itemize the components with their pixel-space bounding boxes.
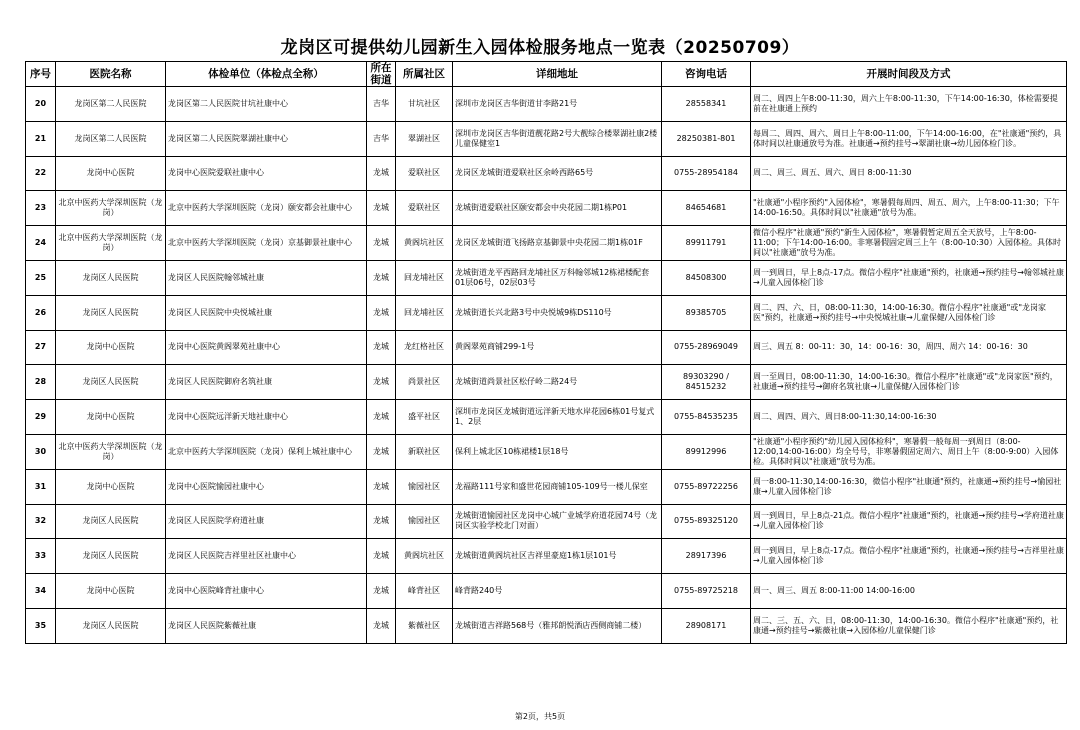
cell-address: 龙城街道黄阁坑社区吉祥里豪庭1栋1层101号 bbox=[453, 539, 662, 574]
cell-address: 峰背路240号 bbox=[453, 574, 662, 609]
cell-community: 盛平社区 bbox=[396, 400, 453, 435]
cell-phone: 28917396 bbox=[662, 539, 751, 574]
cell-street: 龙城 bbox=[367, 400, 396, 435]
cell-street: 吉华 bbox=[367, 87, 396, 122]
cell-phone: 0755-84535235 bbox=[662, 400, 751, 435]
cell-hours: 周一、周三、周五 8:00-11:00 14:00-16:00 bbox=[751, 574, 1067, 609]
cell-phone: 28250381-801 bbox=[662, 121, 751, 156]
cell-community: 爱联社区 bbox=[396, 191, 453, 226]
cell-address: 龙城街道长兴北路3号中央悦城9栋DS110号 bbox=[453, 295, 662, 330]
cell-hospital: 龙岗区人民医院 bbox=[56, 504, 166, 539]
cell-address: 深圳市龙岗区吉华街道靓花路2号大靓综合楼翠湖社康2楼儿童保健室1 bbox=[453, 121, 662, 156]
cell-street: 龙城 bbox=[367, 226, 396, 261]
cell-phone: 89303290 / 84515232 bbox=[662, 365, 751, 400]
cell-street: 龙城 bbox=[367, 156, 396, 191]
cell-hospital: 北京中医药大学深圳医院（龙岗） bbox=[56, 226, 166, 261]
cell-hospital: 龙岗区第二人民医院 bbox=[56, 87, 166, 122]
cell-phone: 0755-89722256 bbox=[662, 469, 751, 504]
table-row bbox=[26, 156, 1067, 191]
cell-address: 龙城街道吉祥路568号（雅邦朗悦酒店西侧商铺二楼） bbox=[453, 608, 662, 643]
cell-phone: 89911791 bbox=[662, 226, 751, 261]
page-footer: 第2页，共5页 bbox=[514, 712, 566, 721]
cell-address: 深圳市龙岗区龙城街道远洋新天地水岸花园6栋01号复式1、2层 bbox=[453, 400, 662, 435]
cell-phone: 89912996 bbox=[662, 434, 751, 469]
cell-phone: 0755-89725218 bbox=[662, 574, 751, 609]
cell-unit: 北京中医药大学深圳医院（龙岗）保利上城社康中心 bbox=[166, 434, 367, 469]
cell-seq: 26 bbox=[26, 295, 56, 330]
header-community: 所属社区 bbox=[396, 62, 453, 87]
cell-hours: 周二、周四上午8:00-11:30，周六上午8:00-11:30，下午14:00-16:30，体检需要提前在社康通上预约 bbox=[751, 87, 1067, 122]
header-hours: 开展时间段及方式 bbox=[751, 62, 1067, 87]
cell-phone: 0755-28969049 bbox=[662, 330, 751, 365]
cell-hours: 周二、周四、周六、周日8:00-11:30,14:00-16:30 bbox=[751, 400, 1067, 435]
cell-street: 龙城 bbox=[367, 469, 396, 504]
cell-unit: 龙岗区人民医院吉祥里社区社康中心 bbox=[166, 539, 367, 574]
cell-seq: 24 bbox=[26, 226, 56, 261]
cell-street: 龙城 bbox=[367, 330, 396, 365]
cell-hours: "社康通"小程序预约"幼儿园入园体检科"，寒暑假一般每周一到周日（8:00-12:00,14:00-16:00）均全号号，非寒暑假固定周六、周日上午（8:00-9:00）入园体检。具体时间以"社康通"放号为准。 bbox=[751, 434, 1067, 469]
cell-address: 保利上城北区10栋裙楼1层18号 bbox=[453, 434, 662, 469]
cell-hospital: 龙岗区人民医院 bbox=[56, 295, 166, 330]
cell-hospital: 北京中医药大学深圳医院（龙岗） bbox=[56, 434, 166, 469]
cell-unit: 龙岗中心医院黄阁翠苑社康中心 bbox=[166, 330, 367, 365]
cell-unit: 龙岗区人民医院御府名筑社康 bbox=[166, 365, 367, 400]
cell-unit: 北京中医药大学深圳医院（龙岗）颐安都会社康中心 bbox=[166, 191, 367, 226]
cell-hospital: 龙岗中心医院 bbox=[56, 156, 166, 191]
cell-address: 龙福路111号家和盛世花园商铺105-109号一楼儿保室 bbox=[453, 469, 662, 504]
cell-seq: 27 bbox=[26, 330, 56, 365]
cell-hospital: 龙岗中心医院 bbox=[56, 574, 166, 609]
cell-hospital: 龙岗中心医院 bbox=[56, 469, 166, 504]
cell-community: 爱联社区 bbox=[396, 156, 453, 191]
cell-phone: 28558341 bbox=[662, 87, 751, 122]
cell-phone: 89385705 bbox=[662, 295, 751, 330]
cell-seq: 20 bbox=[26, 87, 56, 122]
cell-street: 吉华 bbox=[367, 121, 396, 156]
cell-street: 龙城 bbox=[367, 539, 396, 574]
cell-community: 翠湖社区 bbox=[396, 121, 453, 156]
cell-unit: 龙岗区第二人民医院翠湖社康中心 bbox=[166, 121, 367, 156]
cell-hospital: 北京中医药大学深圳医院（龙岗） bbox=[56, 191, 166, 226]
cell-seq: 22 bbox=[26, 156, 56, 191]
cell-hours: 周三、周五 8：00-11：30，14：00-16：30，周四、周六 14：00-16：30 bbox=[751, 330, 1067, 365]
cell-unit: 龙岗中心医院愉园社康中心 bbox=[166, 469, 367, 504]
cell-unit: 龙岗中心医院爱联社康中心 bbox=[166, 156, 367, 191]
cell-hospital: 龙岗区人民医院 bbox=[56, 539, 166, 574]
cell-hours: 周二、四、六、日，08:00-11:30，14:00-16:30。微信小程序"社康通"或"龙岗家医"预约，社康通→预约挂号→中央悦城社康→儿童保健/入园体检门诊 bbox=[751, 295, 1067, 330]
table-row bbox=[26, 539, 1067, 574]
table-row bbox=[26, 121, 1067, 156]
cell-address: 龙城街道愉园社区龙岗中心城广业城学府道花园74号（龙岗区实验学校北门对面） bbox=[453, 504, 662, 539]
cell-hours: 周一到周日，早上8点-21点。微信小程序"社康通"预约，社康通→预约挂号→学府道社康→儿童入园体检门诊 bbox=[751, 504, 1067, 539]
table-row bbox=[26, 191, 1067, 226]
header-street: 所在街道 bbox=[367, 62, 396, 87]
cell-hours: 周二、三、五、六、日，08:00-11:30，14:00-16:30。微信小程序"社康通"预约，社康通→预约挂号→紫薇社康→入园体检/儿童保健门诊 bbox=[751, 608, 1067, 643]
cell-hours: 周一8:00-11:30,14:00-16:30，微信小程序"社康通"预约，社康通→预约挂号→愉园社康→儿童入园体检门诊 bbox=[751, 469, 1067, 504]
cell-hours: 微信小程序"社康通"预约"新生入园体检"，寒暑假暂定周五全天放号，上午8:00-11:00；下午14:00-16:00。非寒暑假固定周三上午（8:00-10:30）入园体检。具体时间以"社康通"放号为准。 bbox=[751, 226, 1067, 261]
header-hospital: 医院名称 bbox=[56, 62, 166, 87]
header-phone: 咨询电话 bbox=[662, 62, 751, 87]
cell-community: 峰背社区 bbox=[396, 574, 453, 609]
cell-hours: "社康通"小程序预约"入园体检"，寒暑假每周四、周五、周六，上午8:00-11:30；下午14:00-16:50。具体时间以"社康通"放号为准。 bbox=[751, 191, 1067, 226]
cell-community: 紫薇社区 bbox=[396, 608, 453, 643]
cell-address: 龙城街道龙平西路回龙埔社区万科翰邻城12栋裙楼配套01层06号，02层03号 bbox=[453, 260, 662, 295]
cell-unit: 北京中医药大学深圳医院（龙岗）京基御景社康中心 bbox=[166, 226, 367, 261]
cell-hospital: 龙岗区第二人民医院 bbox=[56, 121, 166, 156]
cell-hours: 每周二、周四、周六、周日上午8:00-11:00，下午14:00-16:00，在"社康通"预约，具体时间以社康通放号为准。社康通→预约挂号→翠湖社康→幼儿园体检门诊。 bbox=[751, 121, 1067, 156]
cell-seq: 23 bbox=[26, 191, 56, 226]
cell-street: 龙城 bbox=[367, 191, 396, 226]
cell-address: 龙岗区龙城街道爱联社区余岭西路65号 bbox=[453, 156, 662, 191]
table-row bbox=[26, 400, 1067, 435]
cell-address: 深圳市龙岗区吉华街道甘李路21号 bbox=[453, 87, 662, 122]
cell-hospital: 龙岗中心医院 bbox=[56, 400, 166, 435]
cell-phone: 84508300 bbox=[662, 260, 751, 295]
cell-phone: 0755-28954184 bbox=[662, 156, 751, 191]
cell-community: 回龙埔社区 bbox=[396, 260, 453, 295]
cell-hours: 周一至周日，08:00-11:30，14:00-16:30。微信小程序"社康通"或"龙岗家医"预约，社康通→预约挂号→御府名筑社康→儿童保健/入园体检门诊 bbox=[751, 365, 1067, 400]
table-row bbox=[26, 608, 1067, 643]
cell-unit: 龙岗区人民医院紫薇社康 bbox=[166, 608, 367, 643]
cell-seq: 21 bbox=[26, 121, 56, 156]
cell-phone: 84654681 bbox=[662, 191, 751, 226]
cell-unit: 龙岗区人民医院中央悦城社康 bbox=[166, 295, 367, 330]
table-row bbox=[26, 504, 1067, 539]
cell-seq: 28 bbox=[26, 365, 56, 400]
cell-street: 龙城 bbox=[367, 295, 396, 330]
cell-address: 黄阁翠苑商铺299-1号 bbox=[453, 330, 662, 365]
cell-hours: 周一到周日，早上8点-17点。微信小程序"社康通"预约，社康通→预约挂号→吉祥里社康→儿童入园体检门诊 bbox=[751, 539, 1067, 574]
cell-street: 龙城 bbox=[367, 365, 396, 400]
cell-unit: 龙岗区第二人民医院甘坑社康中心 bbox=[166, 87, 367, 122]
cell-hospital: 龙岗区人民医院 bbox=[56, 365, 166, 400]
cell-seq: 31 bbox=[26, 469, 56, 504]
cell-unit: 龙岗区人民医院翰邻城社康 bbox=[166, 260, 367, 295]
cell-community: 甘坑社区 bbox=[396, 87, 453, 122]
table-row bbox=[26, 434, 1067, 469]
cell-community: 黄阁坑社区 bbox=[396, 539, 453, 574]
cell-hospital: 龙岗区人民医院 bbox=[56, 260, 166, 295]
cell-address: 龙岗区龙城街道飞扬路京基御景中央花园二期1栋01F bbox=[453, 226, 662, 261]
header-address: 详细地址 bbox=[453, 62, 662, 87]
cell-phone: 28908171 bbox=[662, 608, 751, 643]
cell-seq: 29 bbox=[26, 400, 56, 435]
cell-address: 龙城街道尚景社区松仔岭二路24号 bbox=[453, 365, 662, 400]
table-row bbox=[26, 226, 1067, 261]
cell-phone: 0755-89325120 bbox=[662, 504, 751, 539]
cell-address: 龙城街道爱联社区颐安都会中央花园二期1栋P01 bbox=[453, 191, 662, 226]
table-row bbox=[26, 87, 1067, 122]
cell-seq: 34 bbox=[26, 574, 56, 609]
cell-street: 龙城 bbox=[367, 434, 396, 469]
cell-unit: 龙岗中心医院峰背社康中心 bbox=[166, 574, 367, 609]
cell-seq: 35 bbox=[26, 608, 56, 643]
cell-street: 龙城 bbox=[367, 608, 396, 643]
cell-seq: 30 bbox=[26, 434, 56, 469]
cell-hours: 周一到周日，早上8点-17点。微信小程序"社康通"预约，社康通→预约挂号→翰邻城社康→儿童入园体检门诊 bbox=[751, 260, 1067, 295]
cell-hospital: 龙岗区人民医院 bbox=[56, 608, 166, 643]
cell-community: 新联社区 bbox=[396, 434, 453, 469]
table-row bbox=[26, 469, 1067, 504]
page-title: 龙岗区可提供幼儿园新生入园体检服务地点一览表（20250709） bbox=[280, 38, 800, 58]
cell-community: 龙红格社区 bbox=[396, 330, 453, 365]
cell-community: 愉园社区 bbox=[396, 504, 453, 539]
cell-street: 龙城 bbox=[367, 504, 396, 539]
table-row bbox=[26, 260, 1067, 295]
cell-hospital: 龙岗中心医院 bbox=[56, 330, 166, 365]
table-header-row bbox=[26, 62, 1067, 87]
cell-community: 回龙埔社区 bbox=[396, 295, 453, 330]
cell-seq: 32 bbox=[26, 504, 56, 539]
cell-unit: 龙岗中心医院远洋新天地社康中心 bbox=[166, 400, 367, 435]
cell-hours: 周二、周三、周五、周六、周日 8:00-11:30 bbox=[751, 156, 1067, 191]
table-row bbox=[26, 330, 1067, 365]
cell-seq: 33 bbox=[26, 539, 56, 574]
table-row bbox=[26, 295, 1067, 330]
cell-street: 龙城 bbox=[367, 260, 396, 295]
cell-community: 黄阁坑社区 bbox=[396, 226, 453, 261]
header-seq: 序号 bbox=[26, 62, 56, 87]
cell-community: 愉园社区 bbox=[396, 469, 453, 504]
cell-seq: 25 bbox=[26, 260, 56, 295]
cell-unit: 龙岗区人民医院学府道社康 bbox=[166, 504, 367, 539]
cell-community: 尚景社区 bbox=[396, 365, 453, 400]
table-row bbox=[26, 365, 1067, 400]
header-unit: 体检单位（体检点全称） bbox=[166, 62, 367, 87]
table-row bbox=[26, 574, 1067, 609]
cell-street: 龙城 bbox=[367, 574, 396, 609]
service-locations-table bbox=[25, 61, 1067, 644]
